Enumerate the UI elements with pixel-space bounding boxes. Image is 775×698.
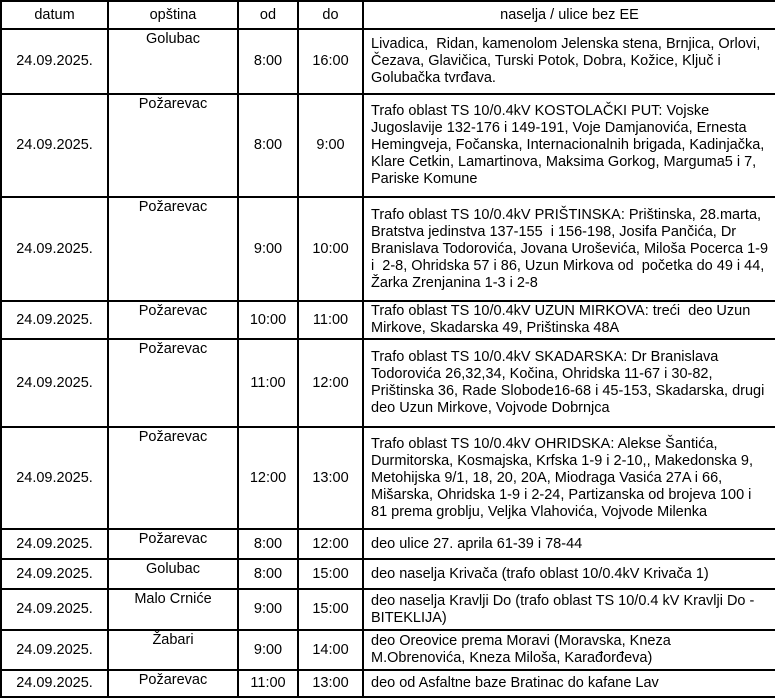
cell-datum: 24.09.2025. xyxy=(1,529,108,559)
cell-do-time: 12:00 xyxy=(298,529,363,559)
cell-do-time: 16:00 xyxy=(298,29,363,94)
cell-datum: 24.09.2025. xyxy=(1,197,108,301)
table-body xyxy=(1,29,775,697)
column-header-opstina: opština xyxy=(108,1,238,29)
cell-opstina: Požarevac xyxy=(108,339,238,427)
cell-od-time: 8:00 xyxy=(238,29,298,94)
header-row xyxy=(1,1,775,29)
table-row xyxy=(1,589,775,630)
cell-naselja: deo naselja Kravlji Do (trafo oblast TS 10/0.4 kV Kravlji Do - BITEKLIJA) xyxy=(363,589,775,630)
cell-datum: 24.09.2025. xyxy=(1,301,108,339)
cell-naselja: Trafo oblast TS 10/0.4kV OHRIDSKA: Alekse Šantića, Durmitorska, Kosmajska, Krfska 1-9 i 2-10,, Makedonska 9, Metohijska 9/1, 18, 20, 20A, Miodraga Vasića 27A i 66, Mišarska, Ohridska 1-9 i 2-24, Partizanska od brojeva 100 i 81 prema groblju, Veljka Vlahovića, Vojvode Milenka xyxy=(363,427,775,529)
cell-od-time: 8:00 xyxy=(238,94,298,197)
cell-od-time: 9:00 xyxy=(238,630,298,670)
table-row xyxy=(1,94,775,197)
table-row xyxy=(1,559,775,589)
cell-naselja: Trafo oblast TS 10/0.4kV KOSTOLAČKI PUT: Vojske Jugoslavije 132-176 i 149-191, Voje Damjanovića, Ernesta Hemingveja, Fočanska, Internacionalnih brigada, Kadinjačka, Klare Cetkin, Lamartinova, Maksima Gorkog, Marguma5 i 7, Pariske Komune xyxy=(363,94,775,197)
cell-opstina: Požarevac xyxy=(108,670,238,697)
cell-do-time: 13:00 xyxy=(298,670,363,697)
cell-do-time: 14:00 xyxy=(298,630,363,670)
cell-opstina: Golubac xyxy=(108,29,238,94)
cell-datum: 24.09.2025. xyxy=(1,339,108,427)
cell-naselja: deo ulice 27. aprila 61-39 i 78-44 xyxy=(363,529,775,559)
cell-od-time: 11:00 xyxy=(238,339,298,427)
cell-naselja: deo Oreovice prema Moravi (Moravska, Kneza M.Obrenovića, Kneza Miloša, Karađorđeva) xyxy=(363,630,775,670)
table-row xyxy=(1,301,775,339)
cell-od-time: 9:00 xyxy=(238,197,298,301)
cell-datum: 24.09.2025. xyxy=(1,29,108,94)
column-header-od: od xyxy=(238,1,298,29)
cell-datum: 24.09.2025. xyxy=(1,630,108,670)
cell-od-time: 8:00 xyxy=(238,529,298,559)
column-header-naselja: naselja / ulice bez EE xyxy=(363,1,775,29)
cell-opstina: Golubac xyxy=(108,559,238,589)
cell-do-time: 15:00 xyxy=(298,589,363,630)
cell-do-time: 15:00 xyxy=(298,559,363,589)
cell-naselja: Trafo oblast TS 10/0.4kV SKADARSKA: Dr Branislava Todorovića 26,32,34, Kočina, Ohridska 11-67 i 30-82, Prištinska 36, Rade Slobode16-68 i 45-153, Skadarska, drugi deo Uzun Mirkove, Vojvode Dobrnjca xyxy=(363,339,775,427)
cell-datum: 24.09.2025. xyxy=(1,670,108,697)
cell-do-time: 10:00 xyxy=(298,197,363,301)
table-row xyxy=(1,197,775,301)
column-header-datum: datum xyxy=(1,1,108,29)
table-row xyxy=(1,529,775,559)
cell-datum: 24.09.2025. xyxy=(1,559,108,589)
table-row xyxy=(1,427,775,529)
cell-naselja: deo naselja Krivača (trafo oblast 10/0.4kV Krivača 1) xyxy=(363,559,775,589)
cell-naselja: Trafo oblast TS 10/0.4kV PRIŠTINSKA: Prištinska, 28.marta, Bratstva jedinstva 137-155 i 156-198, Josifa Pančića, Dr Branislava Todorovića, Jovana Uroševića, Miloša Pocerca 1-9 i 2-8, Ohridska 57 i 86, Uzun Mirkova od početka do 49 i 44, Žarka Zrenjanina 1-3 i 2-8 xyxy=(363,197,775,301)
column-header-do: do xyxy=(298,1,363,29)
cell-datum: 24.09.2025. xyxy=(1,589,108,630)
cell-opstina: Malo Crniće xyxy=(108,589,238,630)
cell-od-time: 11:00 xyxy=(238,670,298,697)
cell-opstina: Požarevac xyxy=(108,94,238,197)
table-row xyxy=(1,29,775,94)
cell-od-time: 9:00 xyxy=(238,589,298,630)
cell-naselja: Livadica, Ridan, kamenolom Jelenska stena, Brnjica, Orlovi, Čezava, Glavičica, Turski Potok, Dobra, Kožice, Ključ i Golubačka tvrđava. xyxy=(363,29,775,94)
cell-do-time: 13:00 xyxy=(298,427,363,529)
cell-opstina: Požarevac xyxy=(108,197,238,301)
cell-opstina: Žabari xyxy=(108,630,238,670)
cell-naselja: deo od Asfaltne baze Bratinac do kafane Lav xyxy=(363,670,775,697)
cell-datum: 24.09.2025. xyxy=(1,94,108,197)
cell-opstina: Požarevac xyxy=(108,427,238,529)
cell-od-time: 10:00 xyxy=(238,301,298,339)
table-row xyxy=(1,339,775,427)
cell-do-time: 12:00 xyxy=(298,339,363,427)
cell-od-time: 8:00 xyxy=(238,559,298,589)
cell-od-time: 12:00 xyxy=(238,427,298,529)
cell-do-time: 9:00 xyxy=(298,94,363,197)
cell-opstina: Požarevac xyxy=(108,301,238,339)
table-row xyxy=(1,670,775,697)
cell-datum: 24.09.2025. xyxy=(1,427,108,529)
cell-naselja: Trafo oblast TS 10/0.4kV UZUN MIRKOVA: treći deo Uzun Mirkove, Skadarska 49, Prištinska 48A xyxy=(363,301,775,339)
cell-opstina: Požarevac xyxy=(108,529,238,559)
cell-do-time: 11:00 xyxy=(298,301,363,339)
table-row xyxy=(1,630,775,670)
